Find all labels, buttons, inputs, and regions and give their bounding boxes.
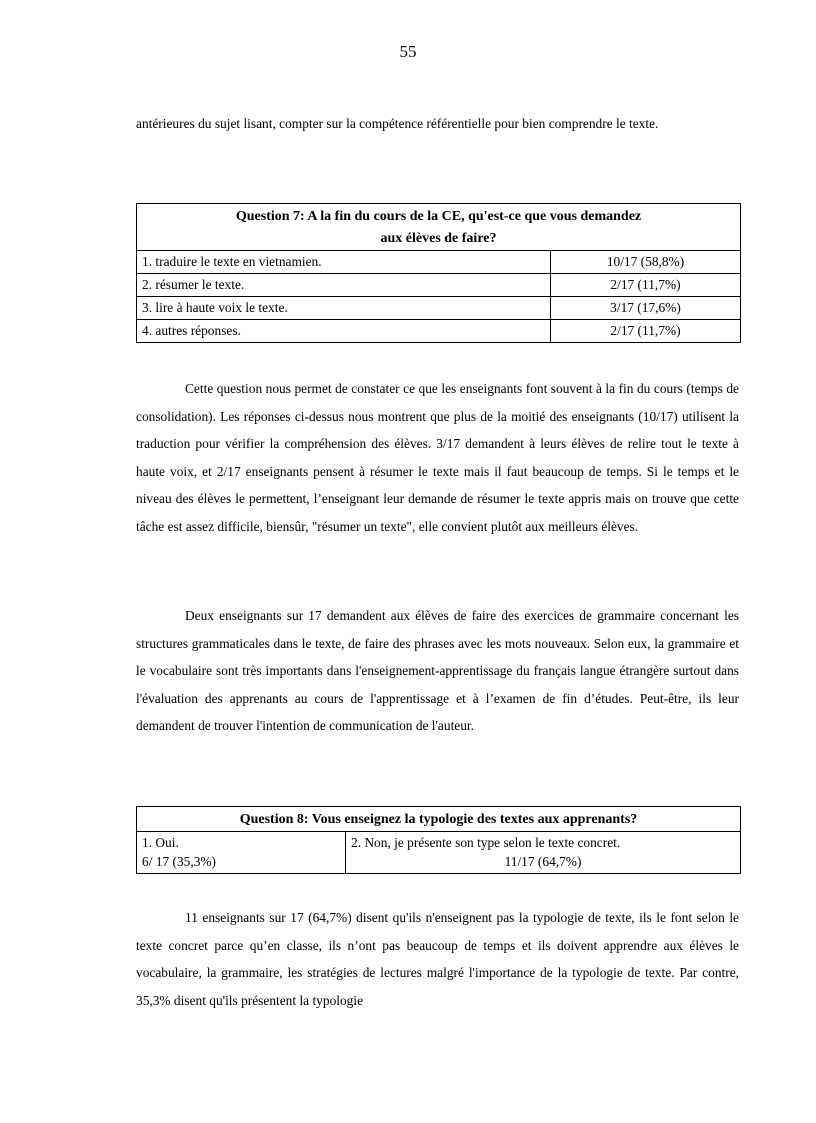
table-row bbox=[137, 297, 741, 320]
table-row bbox=[137, 251, 741, 274]
table-row bbox=[137, 320, 741, 343]
answer-cell: 2. résumer le texte. bbox=[137, 274, 551, 297]
answer-no-cell bbox=[346, 832, 741, 874]
page-number: 55 bbox=[399, 42, 417, 61]
table-row bbox=[137, 274, 741, 297]
question-7-table bbox=[136, 203, 741, 343]
value-cell: 2/17 (11,7%) bbox=[551, 274, 741, 297]
question-7-title bbox=[137, 204, 741, 251]
answer-no-value: 11/17 (64,7%) bbox=[504, 854, 582, 869]
question-8-title: Question 8: Vous enseignez la typologie des textes aux apprenants? bbox=[137, 807, 741, 832]
table-row bbox=[137, 832, 741, 874]
question-7-title-line2: aux élèves de faire? bbox=[380, 231, 497, 246]
value-cell: 10/17 (58,8%) bbox=[551, 251, 741, 274]
answer-yes-value: 6/ 17 (35,3%) bbox=[142, 854, 217, 869]
paragraph-typology: 11 enseignants sur 17 (64,7%) disent qu'ils n'enseignent pas la typologie de texte, ils le font selon le texte concret parce qu’en classe, ils n’ont pas beaucoup de temps et ils doivent apprendre aux élèves le vocabulaire, la grammaire, les stratégies de lectures malgré l'importance de la typologie de texte. Par contre, 35,3% disent qu'ils présentent la typologie bbox=[136, 910, 739, 1008]
answer-cell: 1. traduire le texte en vietnamien. bbox=[137, 251, 551, 274]
answer-cell: 3. lire à haute voix le texte. bbox=[137, 297, 551, 320]
value-cell: 3/17 (17,6%) bbox=[551, 297, 741, 320]
question-7-title-line1: Question 7: A la fin du cours de la CE, qu'est-ce que vous demandez bbox=[235, 209, 642, 224]
value-cell: 2/17 (11,7%) bbox=[551, 320, 741, 343]
answer-no-label: 2. Non, je présente son type selon le texte concret. bbox=[351, 835, 621, 850]
answer-yes-cell bbox=[137, 832, 346, 874]
paragraph-grammar: Deux enseignants sur 17 demandent aux élèves de faire des exercices de grammaire concernant les structures grammaticales dans le texte, de faire des phrases avec les mots nouveaux. Selon eux, la grammaire et le vocabulaire sont très importants dans l'enseignement-apprentissage du français langue étrangère surtout dans l'évaluation des apprenants au cours de l'apprentissage et à l’examen de fin d’études. Peut-être, ils leur demandent de trouver l'intention de communication de l'auteur. bbox=[136, 608, 739, 734]
question-8-table bbox=[136, 806, 741, 874]
answer-yes-label: 1. Oui. bbox=[142, 835, 179, 850]
answer-cell: 4. autres réponses. bbox=[137, 320, 551, 343]
intro-paragraph: antérieures du sujet lisant, compter sur la compétence référentielle pour bien comprendre le texte. bbox=[136, 116, 659, 131]
paragraph-question-7-analysis: Cette question nous permet de constater ce que les enseignants font souvent à la fin du cours (temps de consolidation). Les réponses ci-dessus nous montrent que plus de la moitié des enseignants (10/17) utilisent la traduction pour vérifier la compréhension des élèves. 3/17 demandent à leurs élèves de relire tout le texte à haute voix, et 2/17 enseignants pensent à résumer le texte mais il faut beaucoup de temps. Si le temps et le niveau des élèves le permettent, l’enseignant leur demande de résumer le texte appris mais on trouve que cette tâche est assez difficile, biensûr, "résumer un texte", elle convient plutôt aux meilleurs élèves. bbox=[136, 381, 739, 534]
